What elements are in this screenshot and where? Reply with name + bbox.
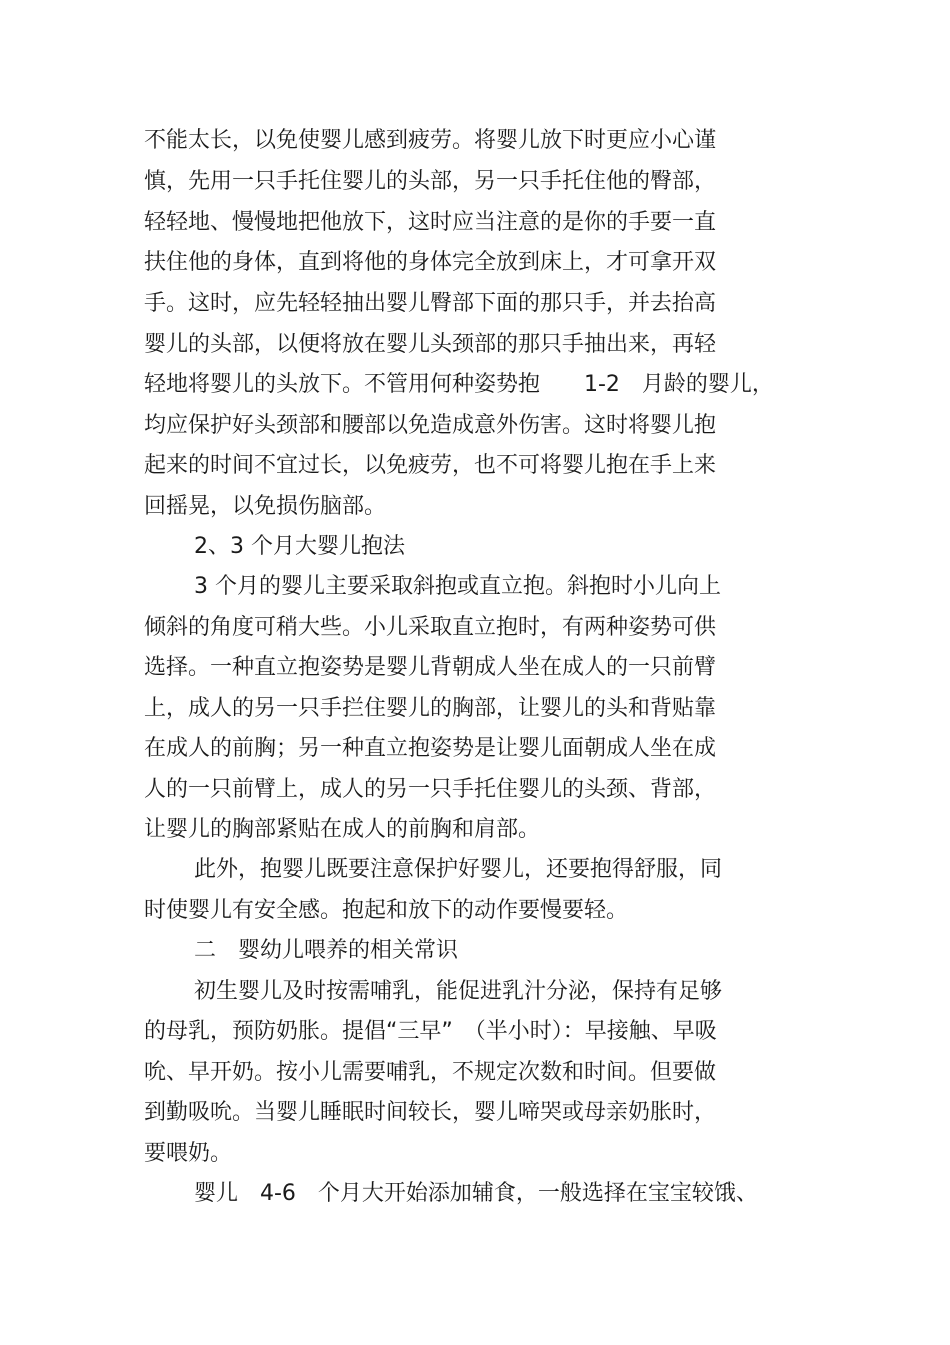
text-line: 轻轻地、慢慢地把他放下，这时应当注意的是你的手要一直 (144, 210, 717, 235)
paragraph-first-line: 初生婴儿及时按需哺乳，能促进乳汁分泌，保持有足够 (194, 979, 723, 1004)
text-line: 人的一只前臂上，成人的另一只手托住婴儿的头颈、背部， (144, 777, 717, 802)
text-line: 吮、早开奶。按小儿需要哺乳，不规定次数和时间。但要做 (144, 1060, 717, 1085)
text-line: 倾斜的角度可稍大些。小儿采取直立抱时，有两种姿势可供 (144, 615, 717, 640)
text-line: 要喂奶。 (144, 1141, 233, 1166)
text-line: 慎，先用一只手托住婴儿的头部，另一只手托住他的臀部， (144, 169, 717, 194)
text-line: 婴儿的头部，以便将放在婴儿头颈部的那只手抽出来，再轻 (144, 332, 717, 357)
text-line: 回摇晃，以免损伤脑部。 (144, 494, 387, 519)
paragraph-first-line: 婴儿 4-6 个月大开始添加辅食，一般选择在宝宝较饿、 (194, 1181, 758, 1206)
text-line: 起来的时间不宜过长，以免疲劳，也不可将婴儿抱在手上来 (144, 453, 717, 478)
text-line: 轻地将婴儿的头放下。不管用何种姿势抱 1-2 月龄的婴儿， (144, 372, 774, 397)
text-line: 手。这时，应先轻轻抽出婴儿臀部下面的那只手，并去抬高 (144, 291, 717, 316)
paragraph-first-line: 3 个月的婴儿主要采取斜抱或直立抱。斜抱时小儿向上 (194, 574, 721, 599)
text-line: 扶住他的身体，直到将他的身体完全放到床上，才可拿开双 (144, 250, 717, 275)
section-heading: 二 婴幼儿喂养的相关常识 (194, 938, 459, 963)
text-line: 不能太长，以免使婴儿感到疲劳。将婴儿放下时更应小心谨 (144, 128, 717, 153)
text-line: 均应保护好头颈部和腰部以免造成意外伤害。这时将婴儿抱 (144, 413, 717, 438)
section-heading: 2、3 个月大婴儿抱法 (194, 534, 405, 559)
text-line: 在成人的前胸；另一种直立抱姿势是让婴儿面朝成人坐在成 (144, 736, 717, 761)
text-line: 到勤吸吮。当婴儿睡眠时间较长，婴儿啼哭或母亲奶胀时， (144, 1100, 717, 1125)
text-line: 上，成人的另一只手拦住婴儿的胸部，让婴儿的头和背贴靠 (144, 696, 717, 721)
text-line: 的母乳，预防奶胀。提倡“三早” （半小时）：早接触、早吸 (144, 1019, 717, 1044)
text-line: 让婴儿的胸部紧贴在成人的前胸和肩部。 (144, 817, 541, 842)
text-line: 选择。一种直立抱姿势是婴儿背朝成人坐在成人的一只前臂 (144, 655, 717, 680)
paragraph-first-line: 此外，抱婴儿既要注意保护好婴儿，还要抱得舒服，同 (194, 857, 723, 882)
text-line: 时使婴儿有安全感。抱起和放下的动作要慢要轻。 (144, 898, 629, 923)
